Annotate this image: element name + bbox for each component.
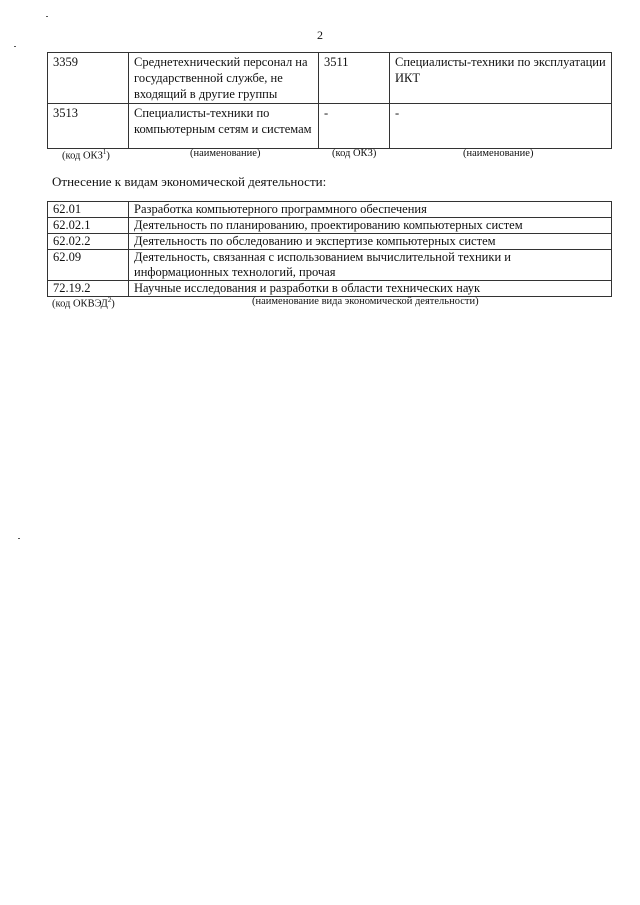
scan-speck bbox=[46, 16, 48, 17]
okved-code-cell: 72.19.2 bbox=[48, 281, 129, 297]
okved-name-cell: Разработка компьютерного программного обеспечения bbox=[129, 202, 612, 218]
okz-code-cell: - bbox=[319, 104, 390, 149]
page-number: 2 bbox=[317, 28, 323, 42]
table-row bbox=[48, 104, 612, 149]
okz-code-cell: 3359 bbox=[48, 53, 129, 104]
okved-code-cell: 62.02.1 bbox=[48, 218, 129, 234]
activity-table bbox=[47, 201, 612, 297]
okz-name-cell: Специалисты-техники по компьютерным сетям и системам bbox=[129, 104, 319, 149]
table-row bbox=[48, 53, 612, 104]
table-row bbox=[48, 250, 612, 281]
okz-name-cell: - bbox=[390, 104, 612, 149]
footnote-marker: 1 bbox=[102, 148, 107, 156]
okz-name-cell: Среднетехнический персонал на государственной службе, не входящий в другие группы bbox=[129, 53, 319, 104]
footnote-marker: 2 bbox=[107, 296, 112, 304]
scan-speck bbox=[14, 46, 16, 47]
okz-code-cell: 3511 bbox=[319, 53, 390, 104]
okved-code-cell: 62.09 bbox=[48, 250, 129, 281]
okved-code-caption: (код ОКВЭД$^2$) bbox=[52, 296, 115, 310]
table-row bbox=[48, 281, 612, 297]
okz-code-caption: (код ОКЗ$^1$) bbox=[62, 148, 110, 162]
table-row bbox=[48, 234, 612, 250]
table-row bbox=[48, 202, 612, 218]
okz-name-caption: (наименование) bbox=[463, 148, 534, 159]
okved-code-cell: 62.02.2 bbox=[48, 234, 129, 250]
okz-code-caption: (код ОКЗ) bbox=[332, 148, 377, 159]
okved-name-cell: Деятельность по планированию, проектированию компьютерных систем bbox=[129, 218, 612, 234]
table-row bbox=[48, 218, 612, 234]
okz-code-cell: 3513 bbox=[48, 104, 129, 149]
okz-name-cell: Специалисты-техники по эксплуатации ИКТ bbox=[390, 53, 612, 104]
okved-name-cell: Деятельность, связанная с использованием вычислительной техники и информационных технологий, прочая bbox=[129, 250, 612, 281]
okved-code-cell: 62.01 bbox=[48, 202, 129, 218]
okved-name-cell: Научные исследования и разработки в области технических наук bbox=[129, 281, 612, 297]
okved-name-caption: (наименование вида экономической деятельности) bbox=[252, 296, 479, 307]
okz-name-caption: (наименование) bbox=[190, 148, 261, 159]
okved-name-cell: Деятельность по обследованию и экспертизе компьютерных систем bbox=[129, 234, 612, 250]
scan-speck bbox=[18, 538, 20, 539]
section-heading: Отнесение к видам экономической деятельности: bbox=[52, 174, 327, 189]
occupation-table bbox=[47, 52, 612, 149]
